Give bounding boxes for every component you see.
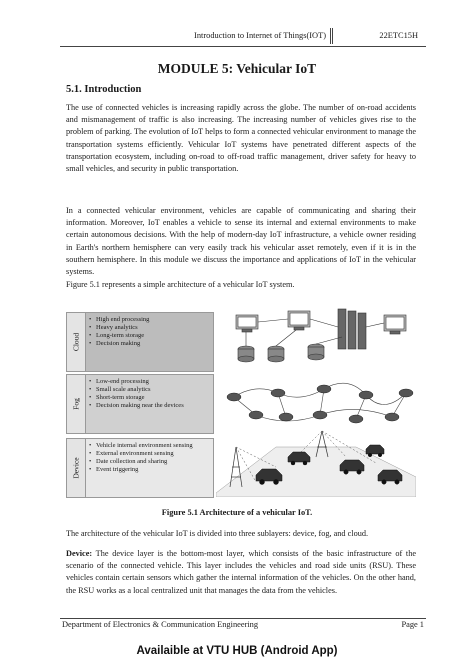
device-layer-text: The device layer is the bottom-most layer, which consists of the basic infrastructure of the scenario of the connected vehicle. This layer includes the vehicles and road side units (RSU). These vehicles contain certain sensors which gather the internal information of the vehicles. On the other hand, the RSU works as a local centralized unit that manages the data from the vehicles. [66, 549, 416, 595]
list-item: • Decision making near the devices [89, 402, 209, 410]
architecture-figure [66, 297, 416, 497]
figure-intro-text: Figure 5.1 represents a simple architecture of a vehicular IoT system. [66, 280, 295, 289]
header-rule [60, 46, 426, 47]
section-heading: 5.1. Introduction [66, 84, 142, 95]
list-item: • Low-end processing [89, 378, 209, 386]
list-item: • Heavy analytics [89, 324, 209, 332]
server-rack-icon [236, 309, 406, 362]
header-divider [330, 28, 331, 44]
list-item: • Date collection and sharing [89, 458, 209, 466]
architecture-illustration [216, 297, 416, 497]
footer-page-number: Page 1 [401, 620, 424, 629]
device-layer-panel [66, 438, 214, 498]
paragraph-intro: The use of connected vehicles is increasing rapidly across the globe. The number of on-road accidents and mismanagement of traffic is also increasing. The increasing number of vehicles gives rise to the problem of parking. The evolution of IoT helps to form a connected vehicular environment to manage the transportation systems efficiently. Vehicular IoT systems have penetrated different aspects of the transportation ecosystem, including on-road to off-road traffic management, driver safety for heavy to small vehicles, and security in public transportation. [66, 103, 416, 174]
paragraph-connected-environment: In a connected vehicular environment, vehicles are capable of communicating and sharing their information. Moreover, IoT enables a vehicle to sense its internal and external environments to make certain autonomous decisions. With the help of modern-day IoT infrastructure, a vehicle owner residing in Earth's northern hemisphere can very easily track his vehicular asset remotely, even if it is in the southern hemisphere. In this module we discuss the importance and applications of IoT in the vehicular systems. [66, 206, 416, 277]
layer-tag [67, 313, 86, 371]
header-course-code: 22ETC15H [379, 31, 418, 40]
fog-layer-list [67, 375, 213, 410]
device-layer-list [67, 439, 213, 474]
list-item: • Short-term storage [89, 394, 209, 402]
layer-tag [67, 375, 86, 433]
layer-name: Device [71, 457, 81, 479]
footer-department: Department of Electronics & Communication Engineering [62, 620, 259, 629]
list-item: • High end processing [89, 316, 209, 324]
cloud-layer-panel [66, 312, 214, 372]
fog-layer-panel [66, 374, 214, 434]
layer-tag [67, 439, 86, 497]
list-item: • Decision making [89, 340, 209, 348]
page-header [60, 0, 426, 48]
router-icon [227, 385, 413, 423]
list-item: • Long-term storage [89, 332, 209, 340]
list-item: • Event triggering [89, 466, 209, 474]
header-divider [332, 28, 333, 44]
footer-rule [60, 618, 426, 619]
paragraph-device-layer [66, 548, 416, 597]
layer-name: Fog [71, 398, 81, 410]
availability-banner: Availaible at VTU HUB (Android App) [136, 645, 338, 657]
device-term-label: Device: [66, 549, 93, 558]
layer-name: Cloud [71, 332, 81, 352]
list-item: • Small scale analytics [89, 386, 209, 394]
cloud-layer-list [67, 313, 213, 348]
page-title: MODULE 5: Vehicular IoT [157, 61, 317, 76]
paragraph-sublayers: The architecture of the vehicular IoT is divided into three sublayers: device, fog, and cloud. [66, 529, 369, 538]
figure-caption: Figure 5.1 Architecture of a vehicular IoT. [161, 508, 313, 517]
list-item: • Vehicle internal environment sensing [89, 442, 209, 450]
list-item: • External environment sensing [89, 450, 209, 458]
header-course-title: Introduction to Internet of Things(IOT) [194, 31, 326, 40]
